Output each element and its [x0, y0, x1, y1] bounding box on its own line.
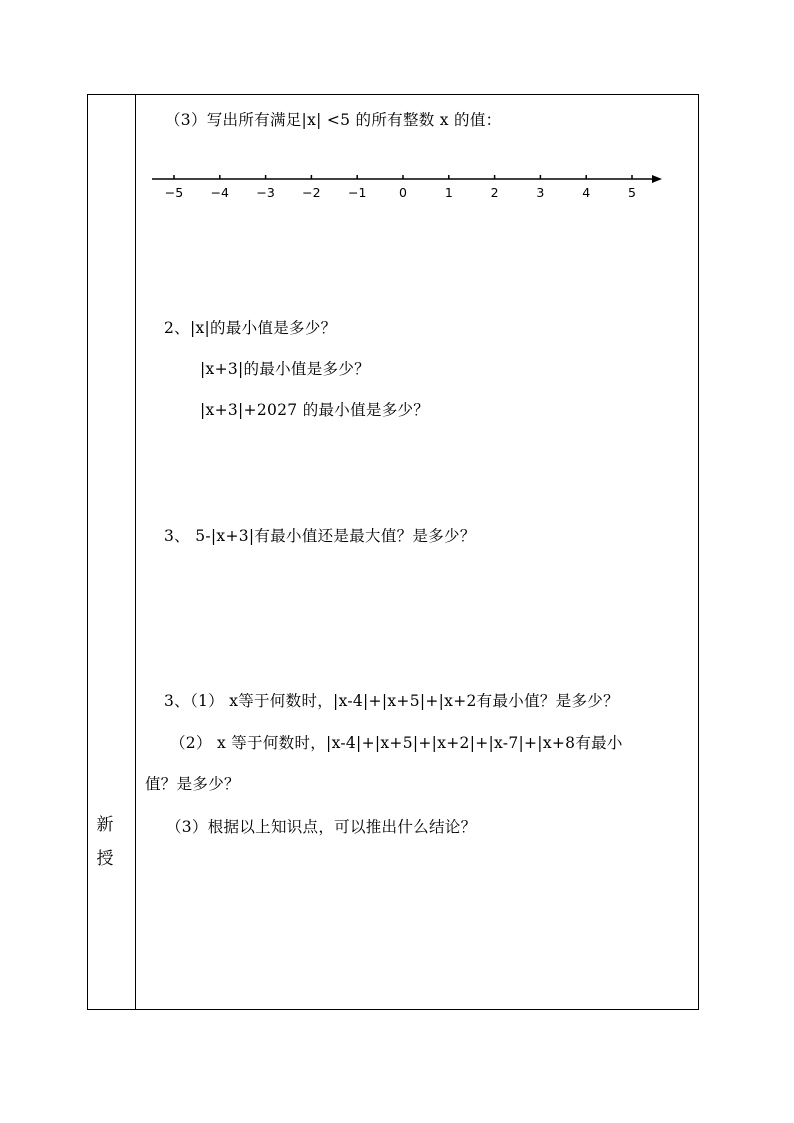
question-3a: 3、 5-|x+3|有最小值还是最大值？是多少？	[164, 527, 476, 545]
number-line-tick-label: 5	[628, 185, 636, 200]
number-line-arrow	[652, 175, 662, 183]
number-line-tick-label: −1	[347, 185, 367, 200]
number-line-graphic	[150, 166, 670, 206]
number-line-tick-label: −3	[256, 185, 275, 200]
question-3b-line-3: 值？是多少？	[145, 775, 240, 793]
content-table	[87, 94, 699, 1010]
number-line-tick-label: 1	[444, 185, 453, 200]
question-2-line-1: 2、|x|的最小值是多少？	[164, 319, 337, 337]
number-line-tick-label: −4	[210, 185, 230, 200]
question-3b-line-4: （3）根据以上知识点，可以推出什么结论？	[166, 818, 477, 836]
number-line-tick-label: 4	[582, 185, 591, 200]
number-line-tick-label: 3	[536, 185, 545, 200]
number-line-tick-label: −5	[164, 185, 184, 200]
question-2-line-3: |x+3|+2027 的最小值是多少？	[200, 401, 430, 419]
number-line-tick-label: −2	[302, 185, 321, 200]
number-line-tick-label: 0	[399, 185, 407, 200]
column-divider	[135, 94, 136, 1010]
question-1-3: （3）写出所有满足|x| <5 的所有整数 x 的值：	[165, 111, 502, 129]
section-label-char-1: 新	[96, 815, 114, 835]
section-label-char-2: 授	[96, 849, 114, 869]
number-line-tick-label: 2	[490, 185, 499, 200]
question-2-line-2: |x+3|的最小值是多少？	[200, 360, 370, 378]
question-3b-line-2: （2） x 等于何数时，|x-4|+|x+5|+|x+2|+|x-7|+|x+8有最小	[170, 734, 623, 752]
section-label	[94, 808, 116, 876]
question-3b-line-1: 3、（1） x等于何数时，|x-4|+|x+5|+|x+2有最小值？是多少？	[164, 692, 619, 710]
number-line	[150, 166, 670, 210]
